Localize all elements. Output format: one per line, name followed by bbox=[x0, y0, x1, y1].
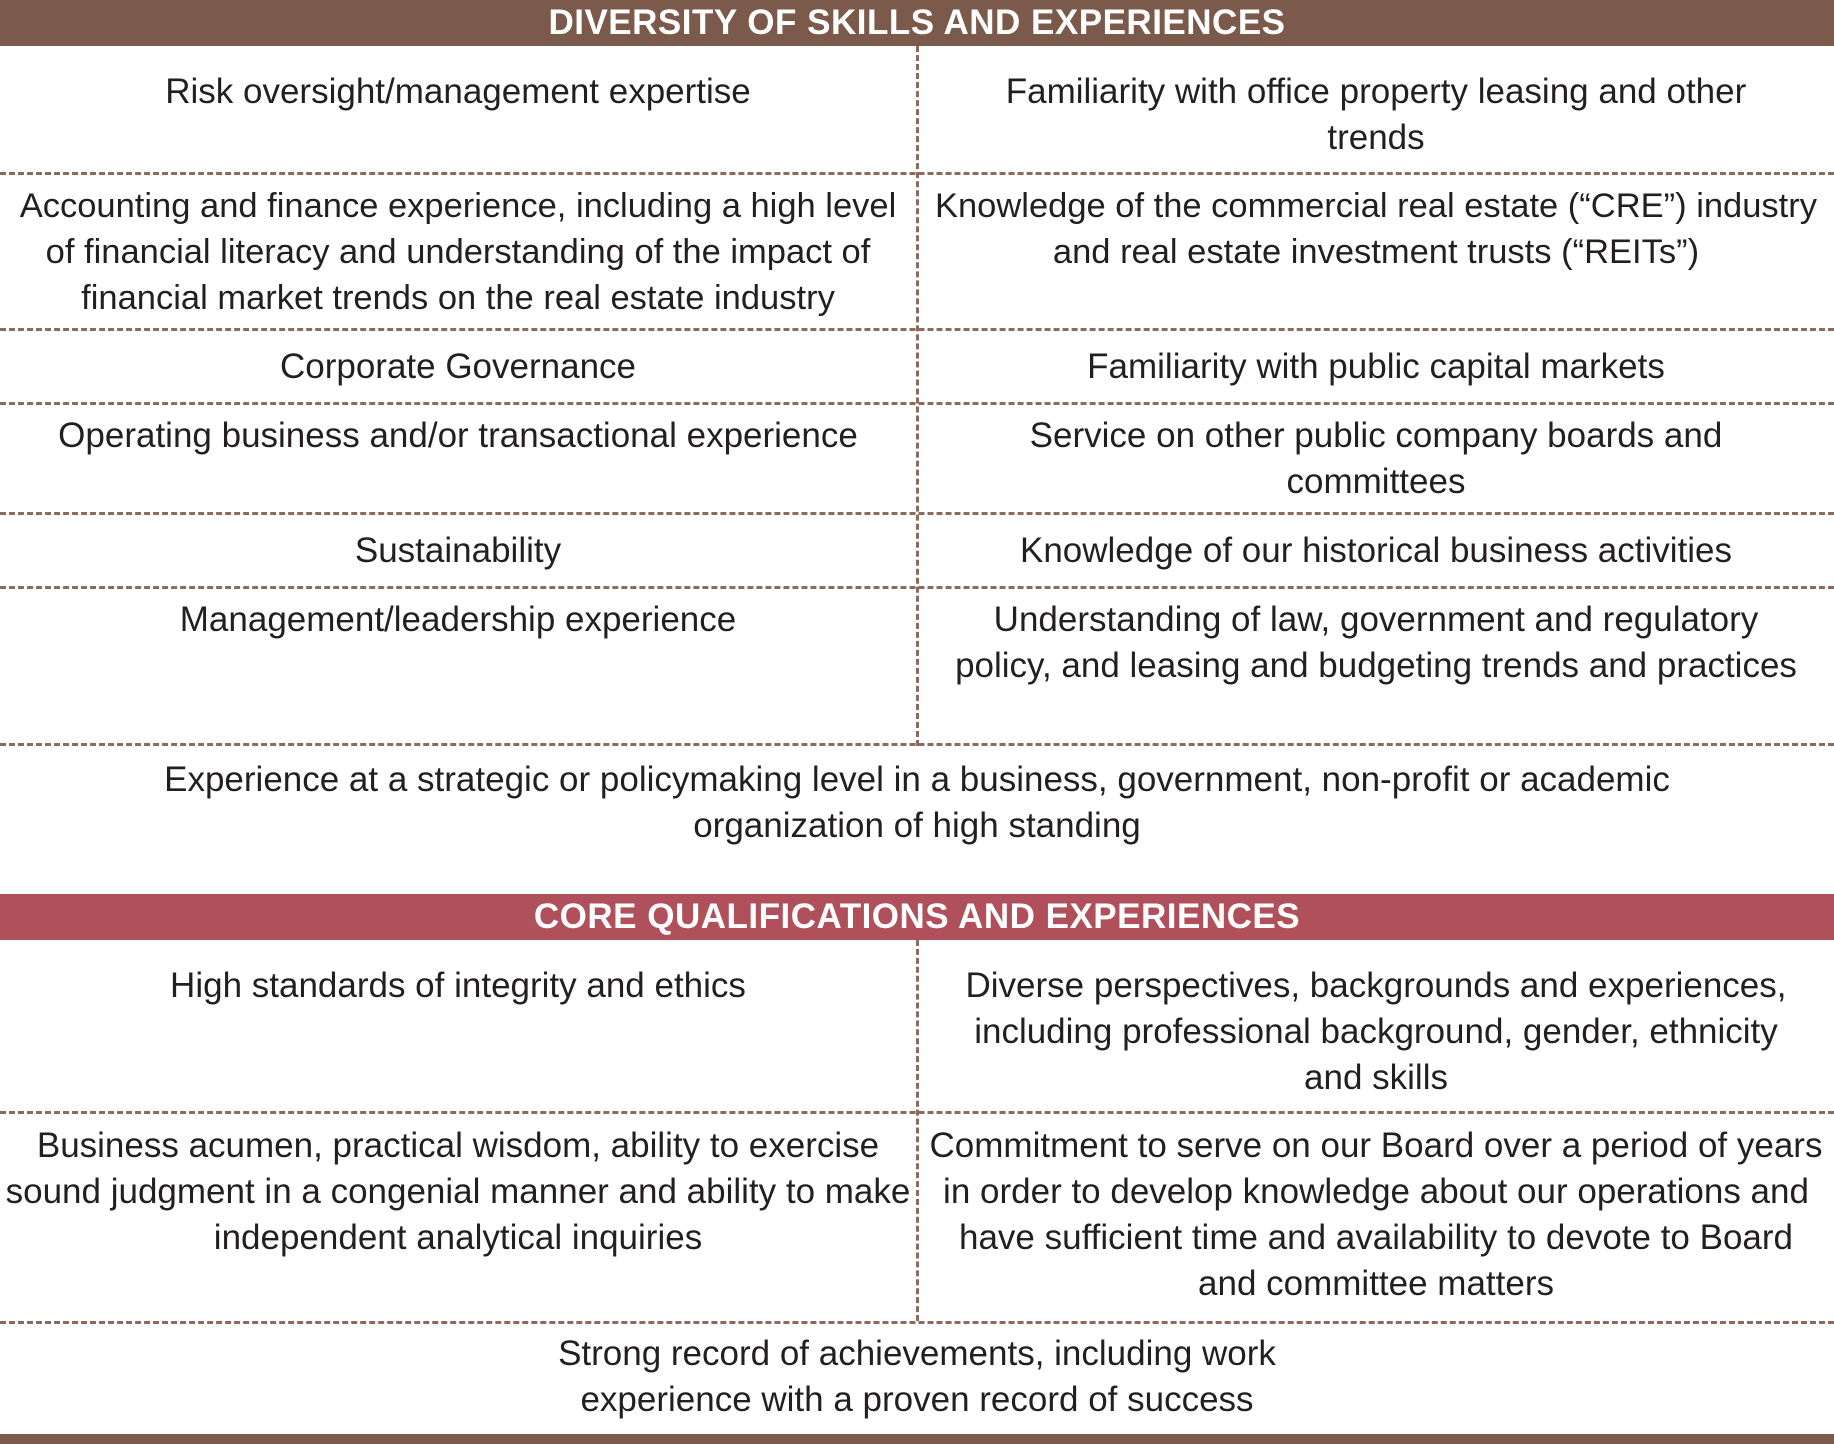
core-integrity-ethics: High standards of integrity and ethics bbox=[170, 966, 746, 1005]
skill-corporate-governance: Corporate Governance bbox=[279, 347, 637, 386]
skill-risk-oversight: Risk oversight/management expertise bbox=[165, 72, 751, 111]
row-divider bbox=[0, 586, 1834, 589]
bottom-rule bbox=[0, 1434, 1834, 1444]
core-section-header bbox=[0, 894, 1834, 940]
core-diverse-perspectives: Diverse perspectives, backgrounds and experiences, including professional background, gender, ethnicity and skills bbox=[965, 966, 1787, 1097]
row-divider bbox=[0, 512, 1834, 515]
diversity-section-title: DIVERSITY OF SKILLS AND EXPERIENCES bbox=[548, 3, 1286, 42]
skill-historical-business: Knowledge of our historical business activities bbox=[1019, 531, 1733, 570]
skill-accounting-finance: Accounting and finance experience, including a high level of financial literacy and understanding of the impact of financial market trends on the real estate industry bbox=[19, 187, 897, 317]
skill-operating-business: Operating business and/or transactional experience bbox=[58, 416, 858, 455]
core-record-of-achievements: Strong record of achievements, including work experience with a proven record of success bbox=[558, 1334, 1276, 1419]
core-section-title: CORE QUALIFICATIONS AND EXPERIENCES bbox=[533, 897, 1301, 936]
skill-public-boards-service: Service on other public company boards and committees bbox=[1029, 416, 1723, 501]
skill-management-leadership: Management/leadership experience bbox=[179, 600, 737, 639]
skill-office-leasing: Familiarity with office property leasing and other trends bbox=[1005, 72, 1747, 157]
row-divider bbox=[0, 402, 1834, 405]
row-divider bbox=[0, 328, 1834, 331]
core-board-commitment: Commitment to serve on our Board over a period of years in order to develop knowledge about our operations and have sufficient time and availability to devote to Board and committee matters bbox=[929, 1126, 1823, 1303]
row-divider bbox=[0, 743, 1834, 746]
skill-public-capital-markets: Familiarity with public capital markets bbox=[1087, 347, 1665, 386]
skill-cre-reit-knowledge: Knowledge of the commercial real estate (“CRE”) industry and real estate investment trusts (“REITs”) bbox=[934, 187, 1817, 271]
skill-strategic-policymaking: Experience at a strategic or policymaking level in a business, government, non-profit or academic organization of high standing bbox=[164, 760, 1670, 845]
row-divider bbox=[0, 172, 1834, 175]
core-business-acumen: Business acumen, practical wisdom, ability to exercise sound judgment in a congenial manner and ability to make independent analytical inquiries bbox=[5, 1126, 911, 1257]
row-divider bbox=[0, 1321, 1834, 1324]
row-divider bbox=[0, 1111, 1834, 1114]
skill-law-regulatory-policy: Understanding of law, government and regulatory policy, and leasing and budgeting trends and practices bbox=[955, 600, 1797, 685]
diversity-section-header bbox=[0, 0, 1834, 46]
skill-sustainability: Sustainability bbox=[354, 531, 562, 570]
